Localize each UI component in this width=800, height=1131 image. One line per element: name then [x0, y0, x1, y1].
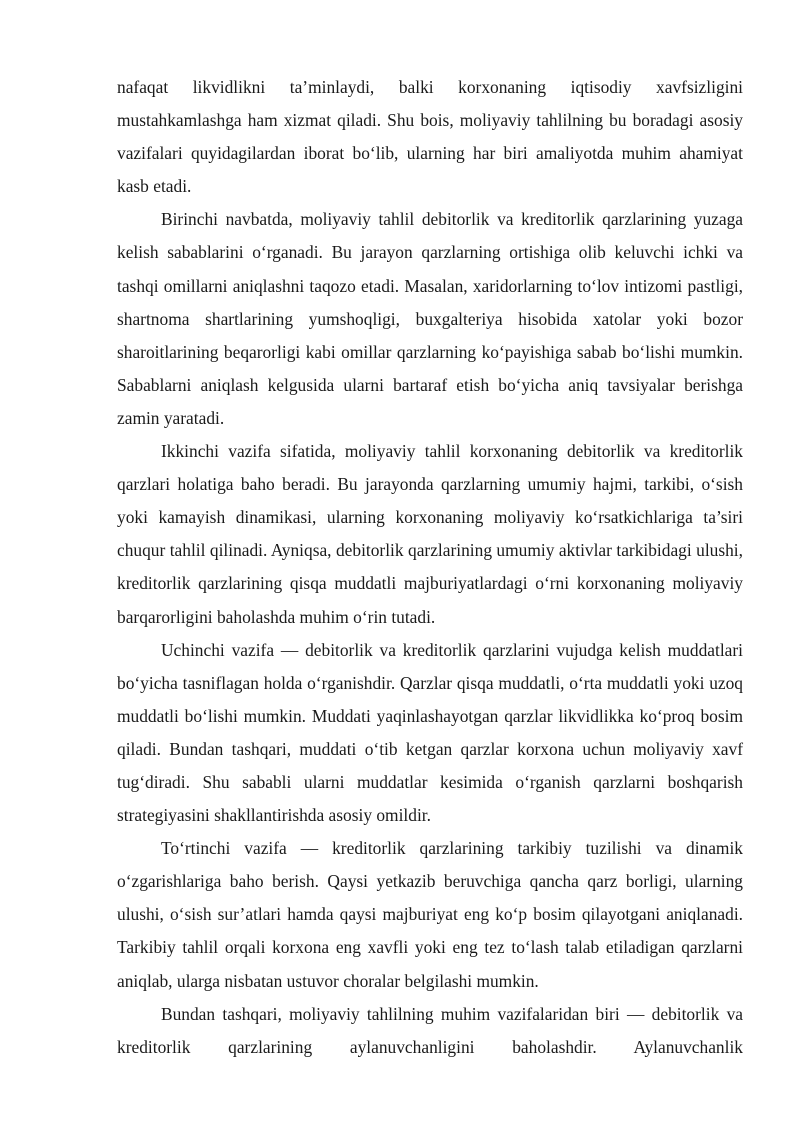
paragraph-fourth-task: To‘rtinchi vazifa — kreditorlik qarzlarining tarkibiy tuzilishi va dinamik o‘zgarishlariga baho berish. Qaysi yetkazib beruvchiga qancha qarz borligi, ularning ulushi, o‘sish sur’atlari hamda qaysi majburiyat eng ko‘p bosim qilayotgani aniqlanadi. Tarkibiy tahlil orqali korxona eng xavfli yoki eng tez to‘lash talab etiladigan qarzlarni aniqlab, ularga nisbatan ustuvor choralar belgilashi mumkin.	[117, 838, 743, 991]
paragraph-first-task: Birinchi navbatda, moliyaviy tahlil debitorlik va kreditorlik qarzlarining yuzaga kelish sabablarini o‘rganadi. Bu jarayon qarzlarning ortishiga olib keluvchi ichki va tashqi omillarni aniqlashni taqozo etadi. Masalan, xaridorlarning to‘lov intizomi pastligi, shartnoma shartlarining yumshoqligi, buxgalteriya hisobida xatolar yoki bozor sharoitlarining beqarorligi kabi omillar qarzlarning ko‘payishiga sabab bo‘lishi mumkin. Sabablarni aniqlash kelgusida ularni bartaraf etish bo‘yicha aniq tavsiyalar berishga zamin yaratadi.	[117, 209, 743, 428]
document-body	[117, 71, 743, 1064]
paragraph-continuation: nafaqat likvidlikni ta’minlaydi, balki korxonaning iqtisodiy xavfsizligini mustahkamlashga ham xizmat qiladi. Shu bois, moliyaviy tahlilning bu boradagi asosiy vazifalari quyidagilardan iborat bo‘lib, ularning har biri amaliyotda muhim ahamiyat kasb etadi.	[117, 77, 743, 197]
paragraph-second-task: Ikkinchi vazifa sifatida, moliyaviy tahlil korxonaning debitorlik va kreditorlik qarzlari holatiga baho beradi. Bu jarayonda qarzlarning umumiy hajmi, tarkibi, o‘sish yoki kamayish dinamikasi, ularning korxonaning moliyaviy ko‘rsatkichlariga ta’siri chuqur tahlil qilinadi. Ayniqsa, debitorlik qarzlarining umumiy aktivlar tarkibidagi ulushi, kreditorlik qarzlarining qisqa muddatli majburiyatlardagi o‘rni korxonaning moliyaviy barqarorligini baholashda muhim o‘rin tutadi.	[117, 441, 743, 627]
paragraph-third-task: Uchinchi vazifa — debitorlik va kreditorlik qarzlarini vujudga kelish muddatlari bo‘yicha tasniflagan holda o‘rganishdir. Qarzlar qisqa muddatli, o‘rta muddatli yoki uzoq muddatli bo‘lishi mumkin. Muddati yaqinlashayotgan qarzlar likvidlikka ko‘proq bosim qiladi. Bundan tashqari, muddati o‘tib ketgan qarzlar korxona uchun moliyaviy xavf tug‘diradi. Shu sababli ularni muddatlar kesimida o‘rganish qarzlarni boshqarish strategiyasini shakllantirishda asosiy omildir.	[117, 639, 743, 826]
paragraph-turnover: Bundan tashqari, moliyaviy tahlilning muhim vazifalaridan biri — debitorlik va kreditorlik qarzlarining aylanuvchanligini baholashdir. Aylanuvchanlik	[117, 1003, 743, 1057]
